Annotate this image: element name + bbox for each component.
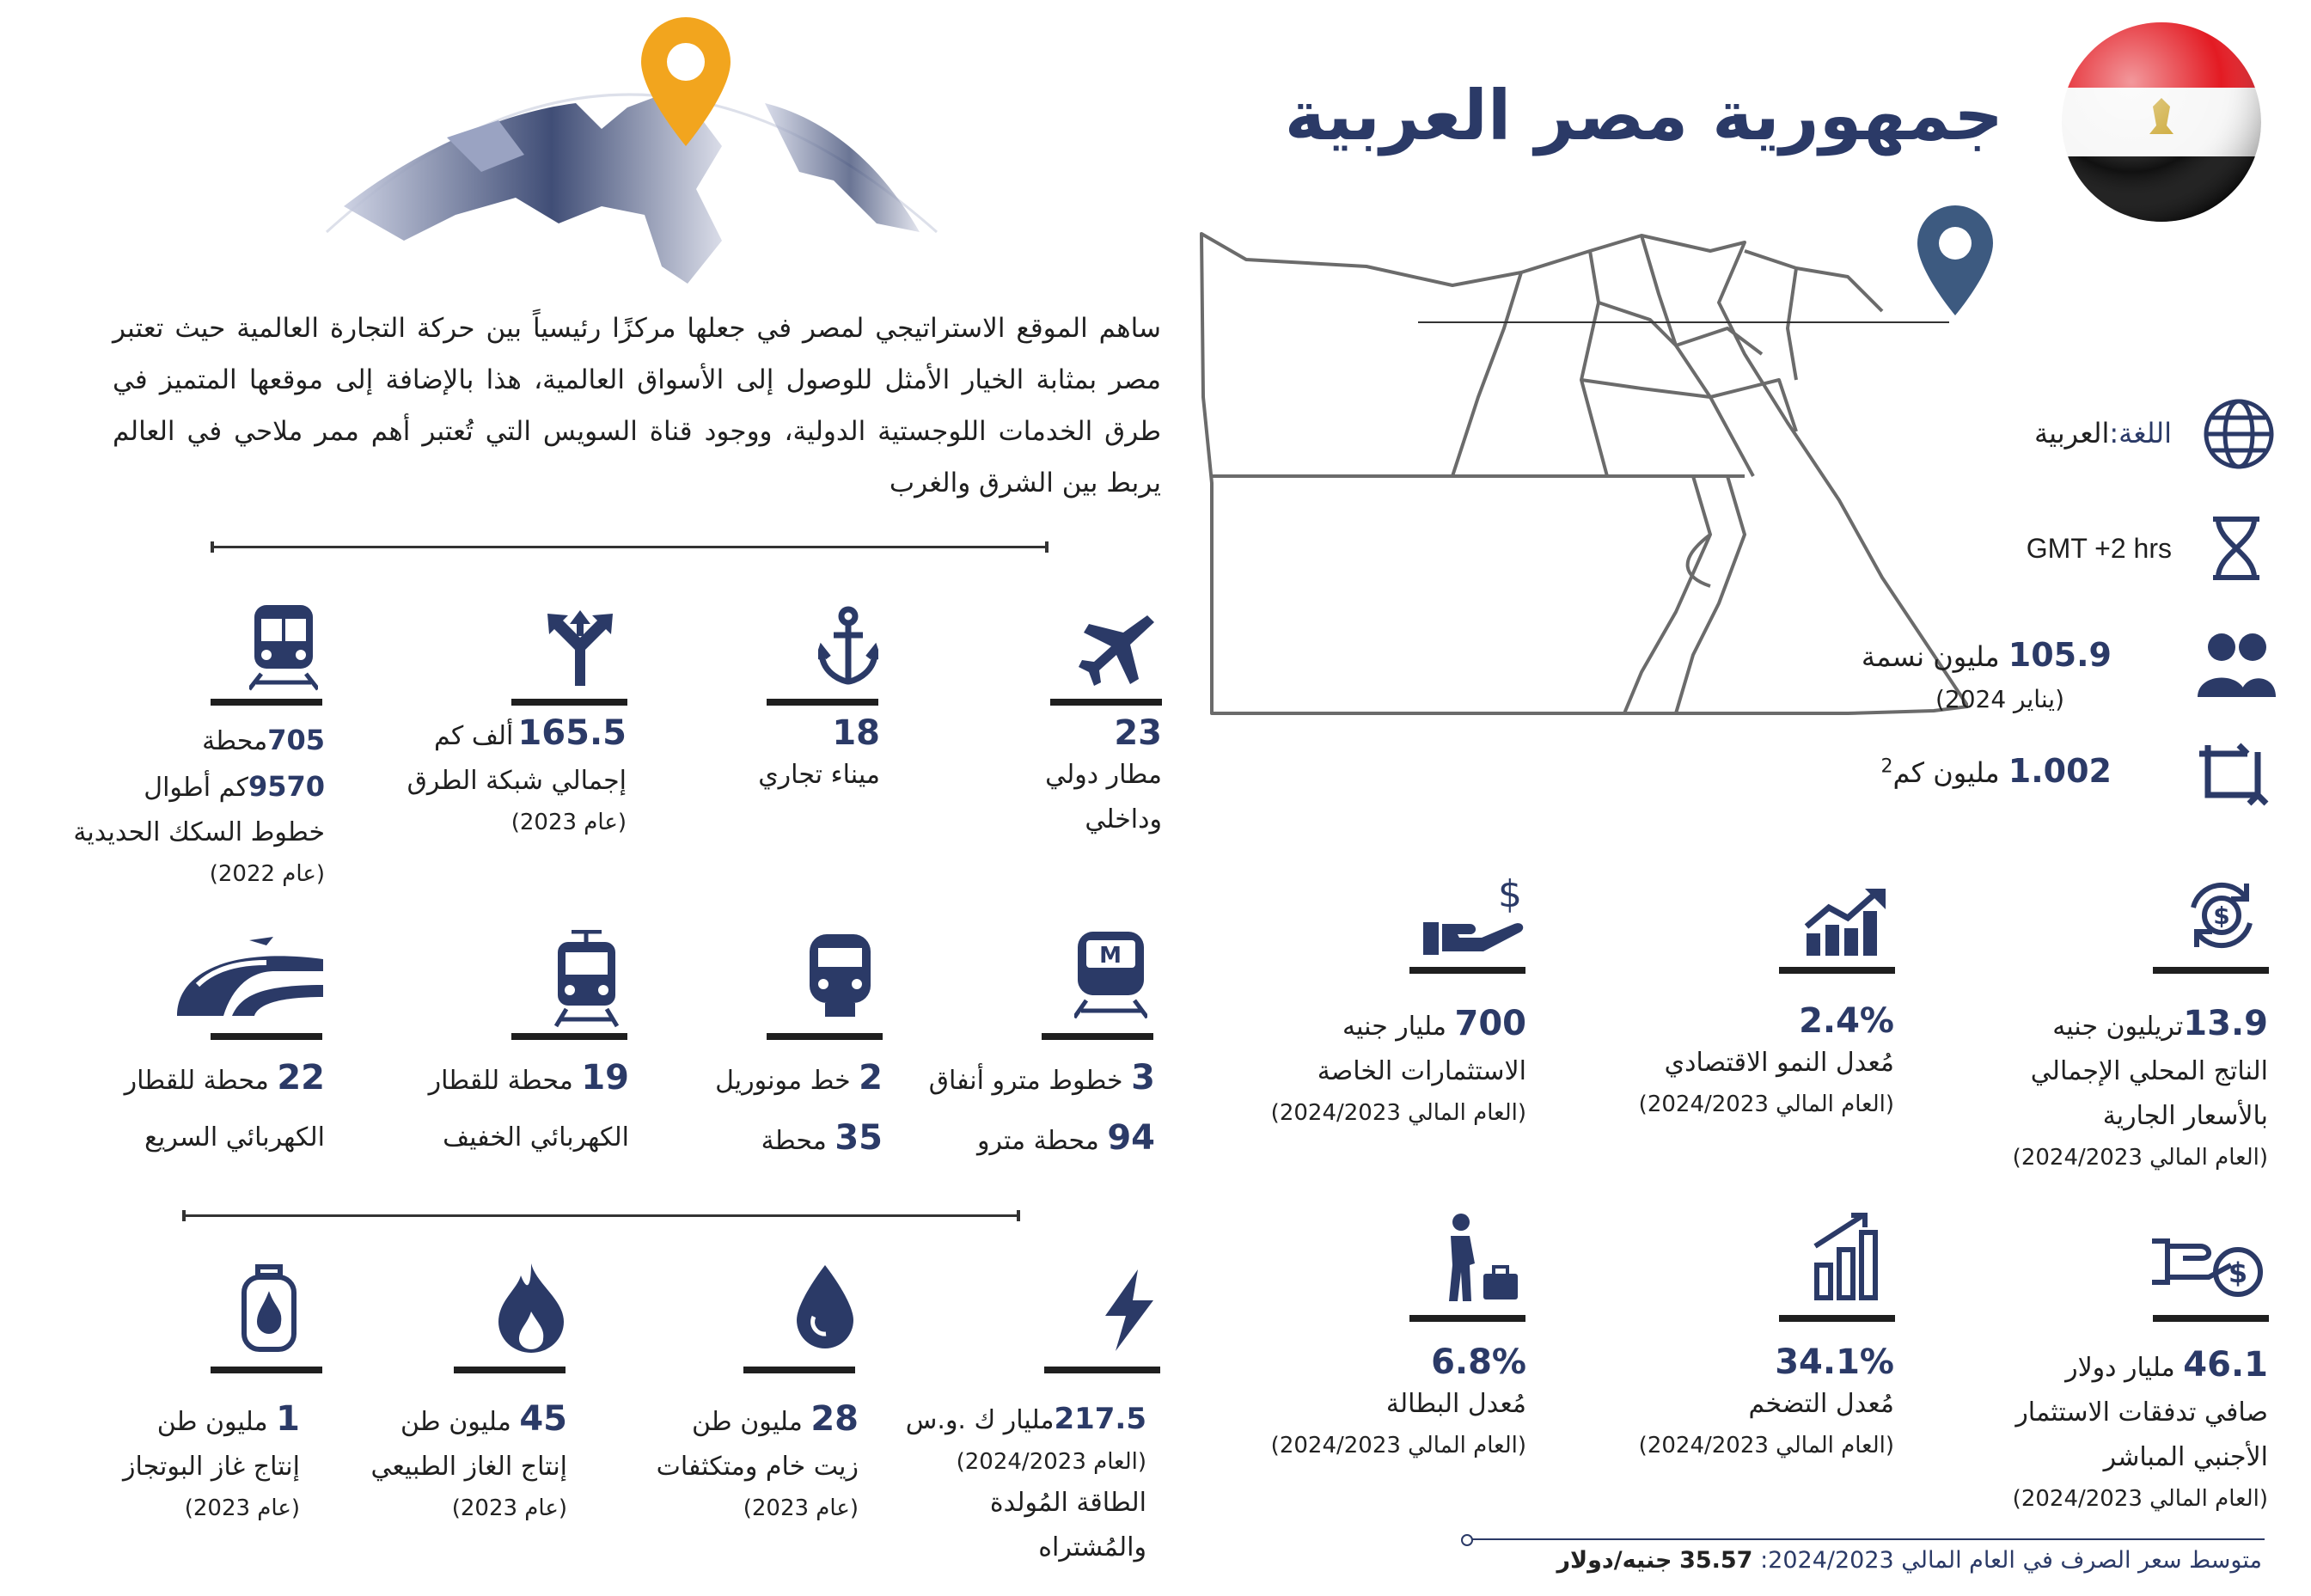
- natural-gas-stat: [370, 1397, 567, 1527]
- inflation-year: (العام المالي 2024/2023): [1638, 1433, 1894, 1458]
- train-icon: [249, 602, 318, 692]
- inflation-label: مُعدل التضخم: [1748, 1389, 1894, 1419]
- monorail-stations-number: 35: [835, 1118, 883, 1158]
- natural-gas-year: (عام 2023): [451, 1495, 567, 1521]
- oil-bar: [743, 1367, 855, 1373]
- divider-top: [211, 546, 1049, 548]
- svg-text:$: $: [2228, 1257, 2248, 1289]
- svg-text:$: $: [2213, 902, 2230, 930]
- svg-text:$: $: [1498, 872, 1522, 916]
- inflation-chart-icon: [1812, 1212, 1880, 1302]
- footer-line-dot: [1461, 1534, 1473, 1546]
- metro-stations-label: محطة مترو: [976, 1126, 1099, 1156]
- exchange-rate-unit: جنيه/دولار: [1556, 1547, 1672, 1574]
- anchor-bar: [767, 699, 878, 706]
- airplane-icon: [1079, 610, 1156, 688]
- rail-stations-unit: محطة: [202, 726, 268, 756]
- gdp-stat: [2013, 1001, 2268, 1177]
- egypt-map: [1195, 225, 1968, 827]
- train-bar: [211, 699, 322, 706]
- private-investment-label: الاستثمارات الخاصة: [1317, 1056, 1526, 1086]
- ports-label: ميناء تجاري: [758, 760, 880, 790]
- investment-bar: [1409, 967, 1525, 974]
- metro-stat: [929, 1055, 1155, 1164]
- language-value: العربية: [2033, 417, 2110, 449]
- light-rail-label: محطة للقطار: [428, 1066, 573, 1096]
- growth-label: مُعدل النمو الاقتصادي: [1664, 1048, 1894, 1078]
- metro-bar: [1042, 1033, 1153, 1040]
- butane-number: 1: [276, 1399, 300, 1439]
- airports-label-2: وداخلي: [1085, 804, 1162, 835]
- monorail-stations-label: محطة: [761, 1126, 827, 1156]
- electricity-stat: [906, 1397, 1146, 1570]
- electricity-unit: مليار ك .و.س: [905, 1405, 1055, 1435]
- area-unit: مليون كم: [1892, 756, 2000, 789]
- population-row: [1862, 636, 2112, 674]
- fdi-label-1: صافي تدفقات الاستثمار: [2015, 1397, 2268, 1428]
- oil-drop-icon: [795, 1263, 855, 1349]
- light-rail-label-2: الكهربائي الخفيف: [443, 1122, 629, 1153]
- metro-stations-number: 94: [1107, 1118, 1155, 1158]
- electricity-year: (العام 2024/2023): [956, 1449, 1146, 1475]
- gdp-label-2: بالأسعار الجارية: [2102, 1101, 2268, 1131]
- rail-stations-number: 705: [267, 724, 325, 756]
- monorail-stat: [715, 1055, 883, 1164]
- natural-gas-label: إنتاج الغاز الطبيعي: [370, 1452, 567, 1482]
- electricity-label-2: والمُشتراه: [1038, 1532, 1146, 1562]
- footer-line: [1465, 1538, 2265, 1540]
- monorail-lines-label: خط مونوريل: [715, 1066, 851, 1096]
- page-title: جمهورية مصر العربية: [1284, 76, 2003, 156]
- dollar-cycle-icon: [2183, 877, 2260, 954]
- globe-map-icon: [318, 9, 954, 292]
- high-speed-bar: [211, 1033, 322, 1040]
- road-arrows-icon: [546, 610, 614, 688]
- butane-unit: مليون طن: [156, 1407, 268, 1437]
- butane-stat: [123, 1397, 300, 1527]
- monorail-bar: [767, 1033, 883, 1040]
- metro-lines-label: خطوط مترو أنفاق: [928, 1066, 1123, 1096]
- airplane-bar: [1050, 699, 1162, 706]
- gdp-unit: تريليون جنيه: [2052, 1012, 2184, 1042]
- svg-text:M: M: [1099, 943, 1122, 969]
- electricity-number: 217.5: [1054, 1402, 1146, 1436]
- inflation-bar: [1779, 1315, 1895, 1322]
- hand-dollar-icon: [1420, 872, 1527, 958]
- area-row: [1881, 752, 2112, 790]
- divider-middle: [182, 1214, 1020, 1217]
- light-rail-icon: [554, 930, 619, 1029]
- inflation-number: 34.1%: [1775, 1342, 1894, 1382]
- high-speed-stat: [125, 1055, 325, 1160]
- timezone-value: GMT +2 hrs: [2026, 533, 2172, 564]
- flame-icon: [497, 1263, 566, 1354]
- intro-paragraph: ساهم الموقع الاستراتيجي لمصر في جعلها مركزًا رئيسياً بين حركة التجارة العالمية حيث تعتبر مصر بمثابة الخيار الأمثل للوصول إلى الأسواق العالمية، هذا بالإضافة إلى موقعها المتميز في طرق الخدمات اللوجستية الدولية، ووجود قناة السويس التي تُعتبر أهم ممر ملاحي في العالم يربط بين الشرق والغرب: [113, 313, 1161, 498]
- roads-stat: [407, 713, 627, 841]
- high-speed-train-icon: [172, 937, 327, 1023]
- oil-number: 28: [810, 1399, 859, 1439]
- gas-cylinder-bar: [211, 1367, 322, 1373]
- rail-length-number: 9570: [248, 770, 325, 803]
- roads-label: إجمالي شبكة الطرق: [407, 766, 627, 796]
- natural-gas-unit: مليون طن: [400, 1407, 511, 1437]
- butane-year: (عام 2023): [184, 1495, 300, 1521]
- oil-unit: مليون طن: [691, 1407, 803, 1437]
- high-speed-number: 22: [277, 1058, 325, 1098]
- unemployment-bar: [1409, 1315, 1525, 1322]
- airports-label-1: مطار دولي: [1045, 760, 1162, 790]
- oil-year: (عام 2023): [743, 1495, 859, 1521]
- gdp-bar: [2153, 967, 2269, 974]
- language-row: [2034, 417, 2172, 449]
- gdp-label-1: الناتج المحلي الإجمالي: [2030, 1056, 2268, 1086]
- unemployment-stat: [1271, 1342, 1526, 1465]
- railways-label: خطوط السكك الحديدية: [73, 817, 325, 847]
- unemployment-label: مُعدل البطالة: [1385, 1389, 1526, 1419]
- exchange-rate-footer: [1556, 1547, 2262, 1574]
- rail-length-unit: كم أطوال: [144, 773, 248, 803]
- ports-number: 18: [832, 713, 880, 753]
- growth-bar: [1779, 967, 1895, 974]
- lightning-bar: [1044, 1367, 1160, 1373]
- inflation-stat: [1639, 1342, 1894, 1465]
- gas-cylinder-icon: [239, 1263, 299, 1354]
- growth-stat: [1639, 1001, 1894, 1123]
- location-pin-blue-icon: [1912, 202, 1998, 318]
- unemployed-icon: [1444, 1212, 1521, 1302]
- private-investment-stat: [1271, 1001, 1526, 1132]
- unemployment-number: 6.8%: [1431, 1342, 1526, 1382]
- roads-unit: ألف كم: [434, 721, 514, 751]
- fdi-bar: [2153, 1315, 2269, 1322]
- growth-year: (العام المالي 2024/2023): [1638, 1092, 1894, 1117]
- private-investment-number: 700: [1454, 1004, 1526, 1043]
- egypt-flag-icon: [2058, 19, 2265, 225]
- private-investment-year: (العام المالي 2024/2023): [1270, 1100, 1526, 1126]
- fdi-number: 46.1: [2183, 1345, 2268, 1385]
- flame-bar: [454, 1367, 566, 1373]
- growth-number: 2.4%: [1799, 1001, 1894, 1041]
- oil-stat: [657, 1397, 859, 1527]
- railways-year: (عام 2022): [209, 861, 325, 887]
- population-number: 105.9: [2008, 636, 2112, 674]
- gdp-year: (العام المالي 2024/2023): [2012, 1145, 2268, 1171]
- airports-number: 23: [1114, 713, 1162, 753]
- metro-icon: [1074, 928, 1147, 1018]
- roads-year: (عام 2023): [510, 810, 627, 835]
- high-speed-label: محطة للقطار: [124, 1066, 269, 1096]
- timezone-row: [2027, 533, 2172, 565]
- road-bar: [511, 699, 627, 706]
- language-label: اللغة:: [2109, 417, 2172, 449]
- roads-number: 165.5: [517, 713, 627, 753]
- electricity-label-1: الطاقة المُولدة: [989, 1488, 1146, 1518]
- railways-stat: [73, 718, 325, 893]
- anchor-icon: [818, 606, 878, 688]
- globe-icon: [2202, 397, 2276, 471]
- population-date: (يناير 2024): [1935, 685, 2064, 713]
- light-rail-number: 19: [581, 1058, 629, 1098]
- fdi-year: (العام المالي 2024/2023): [2012, 1486, 2268, 1512]
- area-icon: [2196, 735, 2277, 812]
- area-number: 1.002: [2008, 752, 2112, 790]
- monorail-lines-number: 2: [859, 1058, 883, 1098]
- ports-stat: [758, 713, 880, 798]
- lightning-icon: [1098, 1269, 1159, 1351]
- population-unit: مليون نسمة: [1861, 640, 2000, 673]
- exchange-rate-label: متوسط سعر الصرف في العام المالي 2024/2023:: [1760, 1547, 2262, 1574]
- unemployment-year: (العام المالي 2024/2023): [1270, 1433, 1526, 1458]
- high-speed-label-2: الكهربائي السريع: [144, 1122, 325, 1153]
- handshake-dollar-icon: [2149, 1229, 2265, 1302]
- natural-gas-number: 45: [519, 1399, 567, 1439]
- gdp-number: 13.9: [2183, 1004, 2268, 1043]
- fdi-label-2: الأجنبي المباشر: [2103, 1442, 2268, 1472]
- butane-label: إنتاج غاز البوتجاز: [122, 1452, 300, 1482]
- growth-chart-icon: [1803, 885, 1889, 958]
- light-rail-bar: [511, 1033, 627, 1040]
- metro-lines-number: 3: [1131, 1058, 1155, 1098]
- fdi-stat: [2013, 1342, 2268, 1518]
- area-superscript: 2: [1880, 755, 1893, 778]
- private-investment-unit: مليار جنيه: [1342, 1012, 1446, 1042]
- airports-stat: [1045, 713, 1162, 842]
- people-icon: [2196, 630, 2277, 699]
- monorail-icon: [808, 933, 872, 1018]
- light-rail-stat: [429, 1055, 629, 1160]
- exchange-rate-value: 35.57: [1679, 1547, 1753, 1574]
- hourglass-icon: [2206, 514, 2266, 583]
- fdi-unit: مليار دولار: [2065, 1353, 2175, 1383]
- oil-label: زيت خام ومتكثفات: [656, 1452, 859, 1482]
